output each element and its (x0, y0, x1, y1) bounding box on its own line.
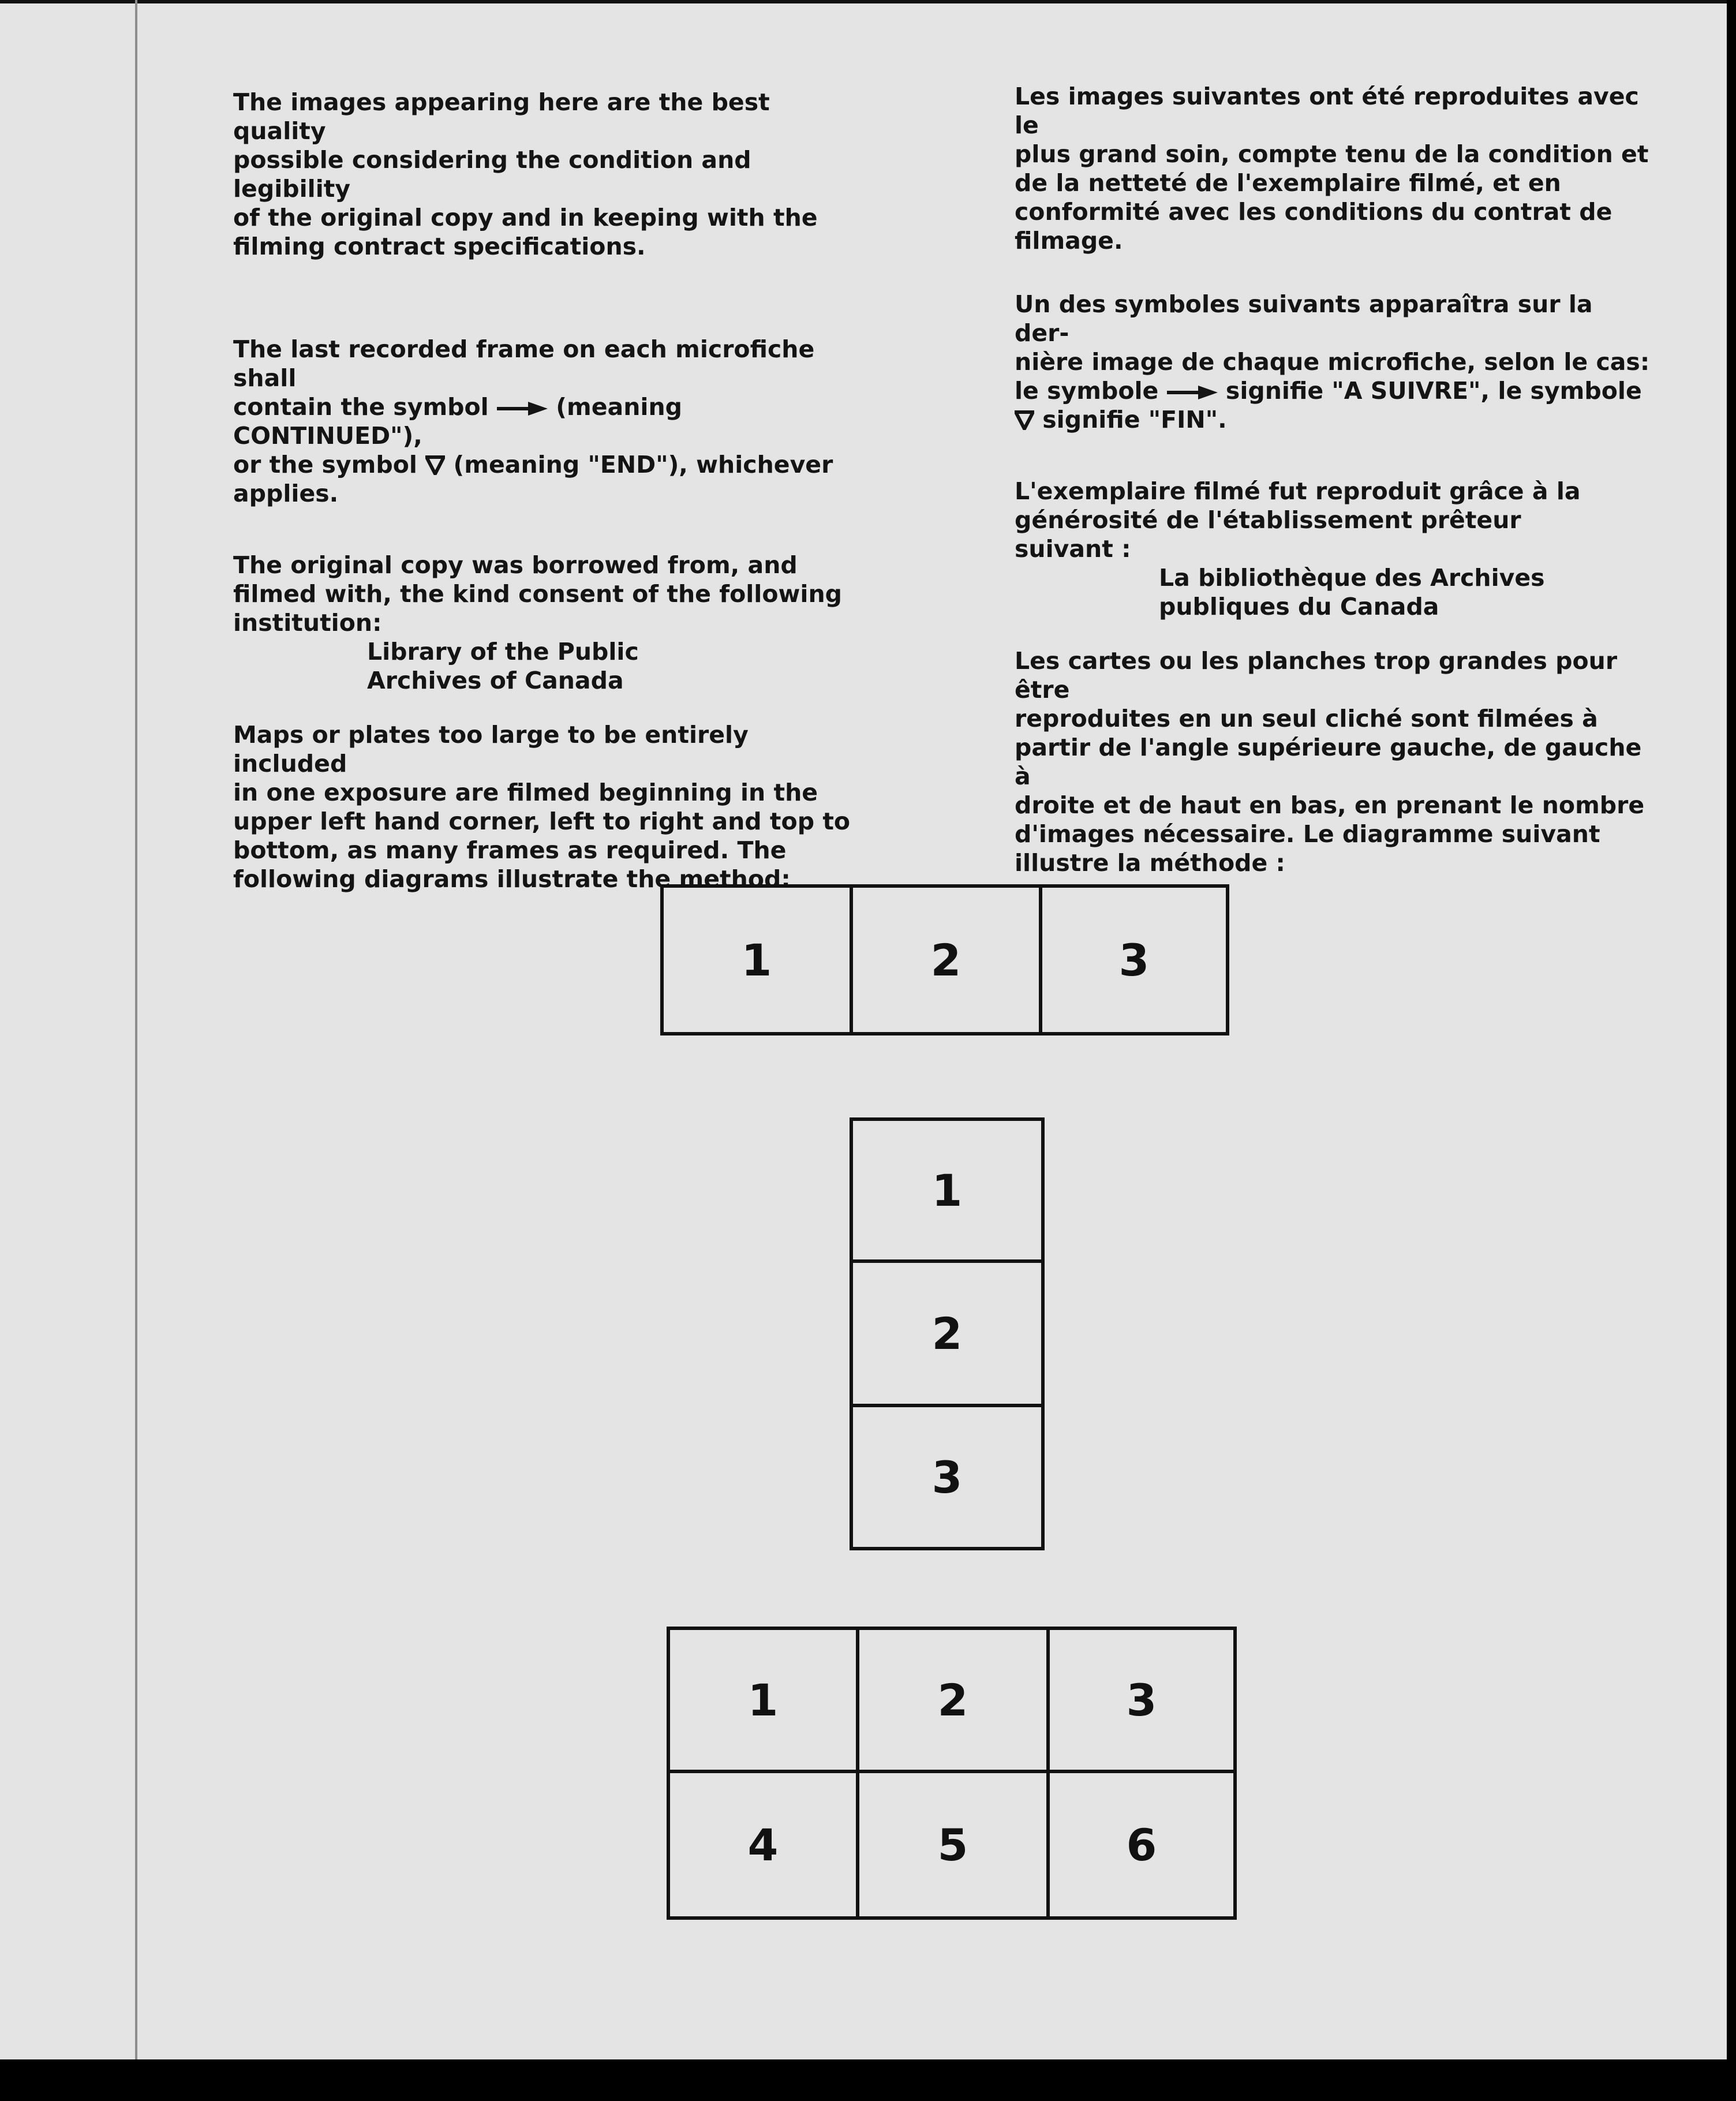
text-line: nière image de chaque microfiche, selon le cas: (1015, 348, 1650, 376)
text-line: droite et de haut en bas, en prenant le nombre (1015, 791, 1645, 819)
frame-cell: 6 (1046, 1770, 1237, 1920)
text-line: or the symbol (233, 451, 426, 478)
en-quality-paragraph (233, 88, 862, 261)
text-line: reproduites en un seul cliché sont filmées à (1015, 705, 1598, 732)
text-line: filmage. (1015, 227, 1123, 255)
text-line: Maps or plates too large to be entirely included (233, 721, 749, 777)
frame-cell: 1 (667, 1627, 859, 1773)
text-line: Les cartes ou les planches trop grandes pour être (1015, 647, 1618, 704)
text-line: L'exemplaire filmé fut reproduit grâce à la (1015, 477, 1581, 505)
text-line: possible considering the condition and legibility (233, 146, 751, 203)
text-line: (meaning CONTINUED"), (233, 393, 683, 450)
text-line: de la netteté de l'exemplaire filmé, et en (1015, 169, 1561, 197)
en-symbol-paragraph (233, 335, 862, 508)
text-line: filming contract specifications. (233, 233, 646, 260)
text-line: of the original copy and in keeping with the (233, 204, 818, 231)
frame-cell: 1 (850, 1117, 1045, 1263)
institution-name: Archives of Canada (367, 667, 624, 694)
text-line: suivant : (1015, 535, 1131, 563)
frame-cell: 5 (856, 1770, 1050, 1920)
frame-cell: 1 (660, 884, 853, 1035)
text-line: The last recorded frame on each microfiche shall (233, 335, 815, 392)
text-line: générosité de l'établissement prêteur (1015, 506, 1521, 534)
diagram-vertical-column (850, 1117, 1045, 1550)
gutter-line (135, 0, 137, 2059)
text-line: (meaning "END"), whichever (445, 451, 833, 478)
fr-symbol-paragraph (1015, 290, 1652, 434)
diagram-grid (667, 1627, 1237, 1920)
frame-cell: 4 (667, 1770, 859, 1920)
frame-cell: 2 (850, 1259, 1045, 1407)
fr-institution-paragraph (1015, 477, 1652, 621)
institution-name: La bibliothèque des Archives (1159, 564, 1545, 592)
text-line: illustre la méthode : (1015, 849, 1285, 877)
text-line: The original copy was borrowed from, and (233, 551, 798, 579)
text-line: partir de l'angle supérieure gauche, de gauche à (1015, 734, 1642, 790)
text-line: signifie "FIN". (1034, 406, 1227, 433)
text-line: following diagrams illustrate the method: (233, 865, 791, 893)
frame-cell: 2 (850, 884, 1042, 1035)
text-line: le symbole (1015, 377, 1167, 405)
french-column (1015, 82, 1652, 877)
text-line: signifie "A SUIVRE", le symbole (1217, 377, 1642, 405)
text-line: Les images suivantes ont été reproduites avec le (1015, 83, 1639, 139)
text-line: conformité avec les conditions du contrat de (1015, 198, 1612, 226)
frame-cell: 2 (856, 1627, 1050, 1773)
frame-cell: 3 (850, 1404, 1045, 1550)
down-triangle-icon (425, 455, 445, 475)
right-arrow-icon (1167, 385, 1218, 400)
english-column (233, 88, 862, 894)
institution-name: Library of the Public (367, 638, 639, 666)
text-line: The images appearing here are the best quality (233, 88, 770, 145)
frame-cell: 3 (1039, 884, 1229, 1035)
diagram-horizontal-row (660, 884, 1229, 1035)
text-line: plus grand soin, compte tenu de la condition et (1015, 140, 1649, 168)
text-line: d'images nécessaire. Le diagramme suivant (1015, 820, 1600, 848)
text-line: applies. (233, 480, 339, 507)
institution-name: publiques du Canada (1159, 593, 1439, 620)
text-line: contain the symbol (233, 393, 497, 421)
text-line: upper left hand corner, left to right and top to (233, 807, 851, 835)
text-line: Un des symboles suivants apparaîtra sur la der- (1015, 290, 1593, 347)
text-line: in one exposure are filmed beginning in the (233, 779, 818, 806)
down-triangle-icon (1015, 410, 1034, 430)
top-edge (0, 0, 1727, 3)
text-line: filmed with, the kind consent of the following (233, 580, 842, 608)
fr-quality-paragraph (1015, 82, 1652, 255)
en-maps-paragraph (233, 720, 862, 894)
text-line: institution: (233, 609, 382, 637)
text-line: bottom, as many frames as required. The (233, 836, 787, 864)
en-institution-paragraph (233, 551, 862, 695)
frame-cell: 3 (1046, 1627, 1237, 1773)
fr-maps-paragraph (1015, 646, 1652, 877)
right-arrow-icon (497, 401, 548, 416)
